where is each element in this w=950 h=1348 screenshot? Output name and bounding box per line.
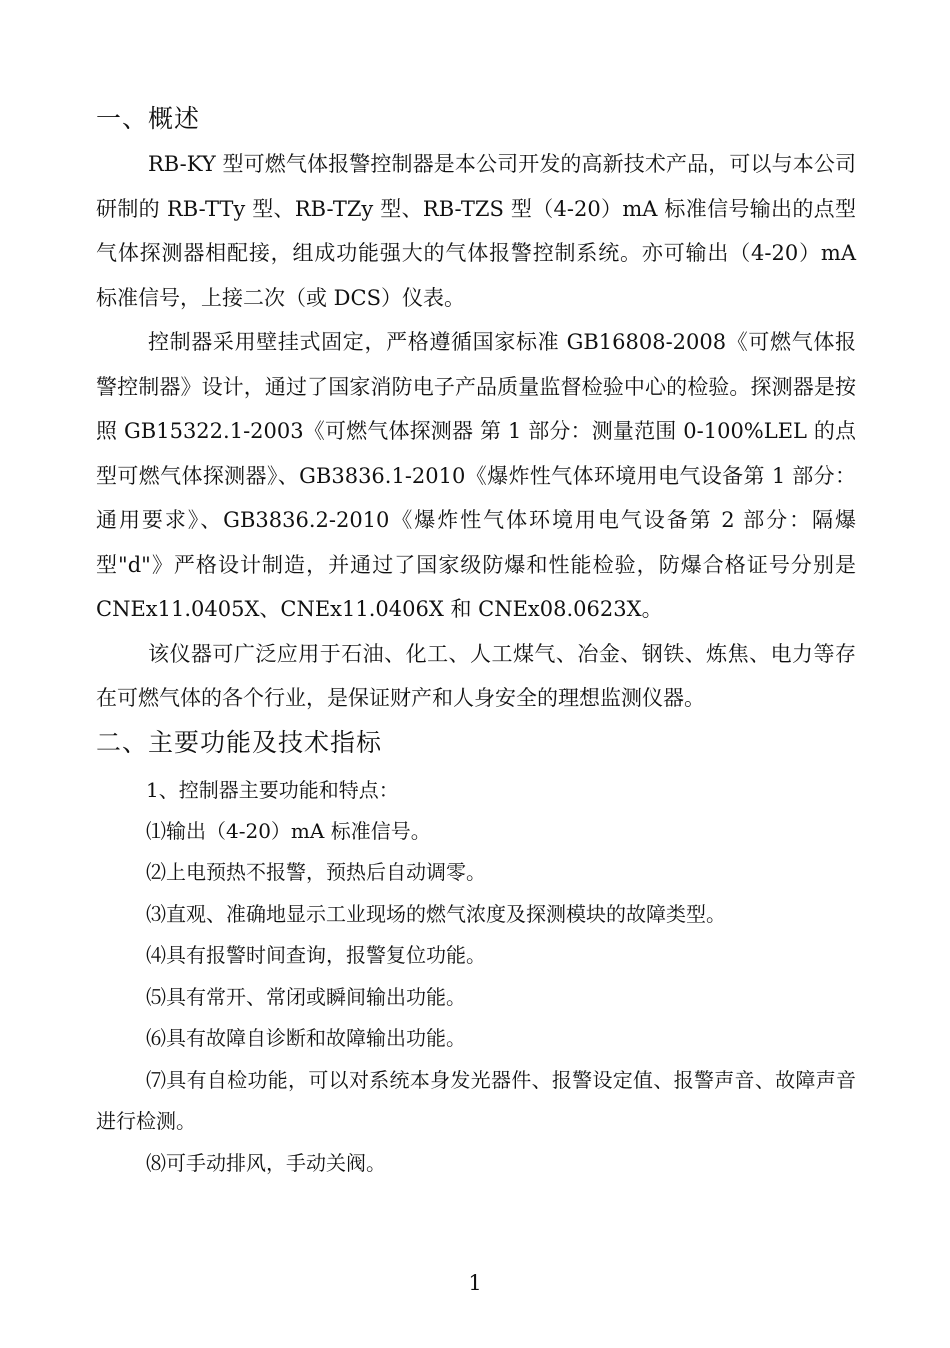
overview-paragraph-3: 该仪器可广泛应用于石油、化工、人工煤气、冶金、钢铁、炼焦、电力等存在可燃气体的各个行业，是保证财产和人身安全的理想监测仪器。 [96,641,856,710]
function-item-7: ⑺具有自检功能，可以对系统本身发光器件、报警设定值、报警声音、故障声音进行检测。 [96,1067,856,1133]
function-item-3: ⑶直观、准确地显示工业现场的燃气浓度及探测模块的故障类型。 [146,901,726,926]
function-item-2: ⑵上电预热不报警，预热后自动调零。 [146,860,486,884]
function-item-1: ⑴输出（4-20）mA 标准信号。 [146,818,431,843]
overview-paragraph-2: 控制器采用壁挂式固定，严格遵循国家标准 GB16808-2008《可燃气体报警控制器》设计，通过了国家消防电子产品质量监督检验中心的检验。探测器是按照 GB15322.1-2003《可燃气体探测器 第 1 部分：测量范围 0-100%LEL 的点型可燃气体探测器》、GB3836.1-2010《爆炸性气体环境用电气设备第 1 部分：通用要求》、GB3836.2-2010《爆炸性气体环境用电气设备第 2 部分：隔爆型"d"》严格设计制造，并通过了国家级防爆和性能检验，防爆合格证号分别是 CNEx11.0405X、CNEx11.0406X 和 CNEx08.0623X。 [96,330,856,621]
functions-subheading: 1、控制器主要功能和特点： [146,777,399,802]
function-item-4: ⑷具有报警时间查询，报警复位功能。 [146,943,486,967]
function-item-8: ⑻可手动排风，手动关阀。 [146,1150,386,1175]
section-heading-overview: 一、概述 [96,104,201,133]
section-heading-functions: 二、主要功能及技术指标 [96,727,383,757]
document-page [96,96,856,1296]
function-item-5: ⑸具有常开、常闭或瞬间输出功能。 [146,984,466,1009]
page-number: 1 [468,1271,482,1295]
function-item-6: ⑹具有故障自诊断和故障输出功能。 [146,1026,466,1050]
overview-paragraph-1: RB-KY 型可燃气体报警控制器是本公司开发的高新技术产品，可以与本公司研制的 RB-TTy 型、RB-TZy 型、RB-TZS 型（4-20）mA 标准信号输出的点型气体探测器相配接，组成功能强大的气体报警控制系统。亦可输出（4-20）mA 标准信号，上接二次（或 DCS）仪表。 [96,152,856,310]
